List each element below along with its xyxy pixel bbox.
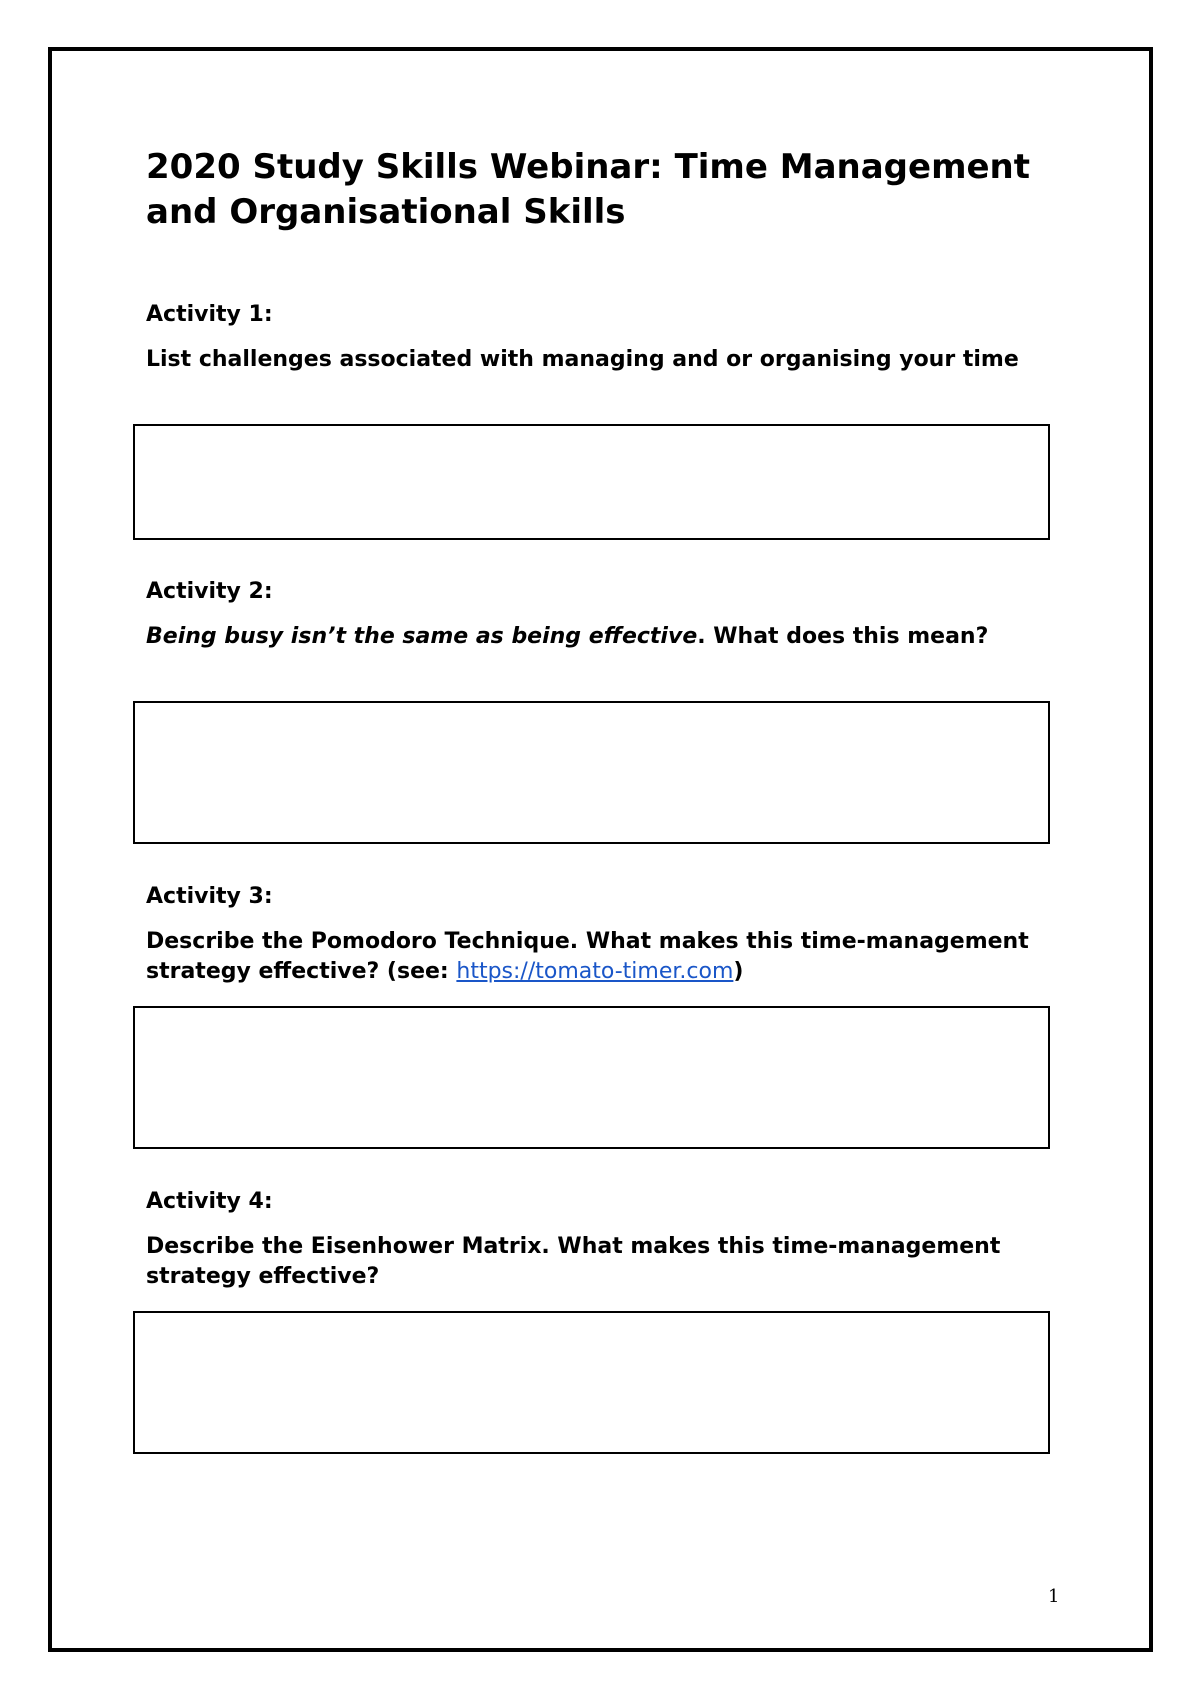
activity-2-prompt-rest: . What does this mean? — [697, 624, 989, 649]
activity-2-prompt-emphasis: Being busy isn’t the same as being effective — [146, 624, 698, 649]
page-number: 1 — [1048, 1586, 1060, 1607]
activity-3-heading: Activity 3: — [146, 884, 273, 909]
activity-3-prompt-text: Describe the Pomodoro Technique. What makes this time-management strategy effective? (see: — [146, 929, 1029, 984]
activity-2-heading: Activity 2: — [146, 579, 273, 604]
activity-1-heading: Activity 1: — [146, 302, 273, 327]
activity-2-prompt — [146, 622, 1066, 652]
activity-3-answer-box[interactable] — [133, 1006, 1050, 1149]
activity-2-answer-box[interactable] — [133, 701, 1050, 844]
tomato-timer-link[interactable]: https://tomato-timer.com — [456, 959, 734, 984]
activity-3-prompt — [146, 927, 1066, 987]
document-title: 2020 Study Skills Webinar: Time Management and Organisational Skills — [146, 147, 1031, 232]
activity-1-answer-box[interactable] — [133, 424, 1050, 540]
activity-4-heading: Activity 4: — [146, 1189, 273, 1214]
activity-3-prompt-close: ) — [733, 959, 744, 984]
activity-1-prompt: List challenges associated with managing and or organising your time — [146, 347, 1019, 372]
activity-4-prompt: Describe the Eisenhower Matrix. What makes this time-management strategy effective? — [146, 1234, 1001, 1289]
activity-4-answer-box[interactable] — [133, 1311, 1050, 1454]
